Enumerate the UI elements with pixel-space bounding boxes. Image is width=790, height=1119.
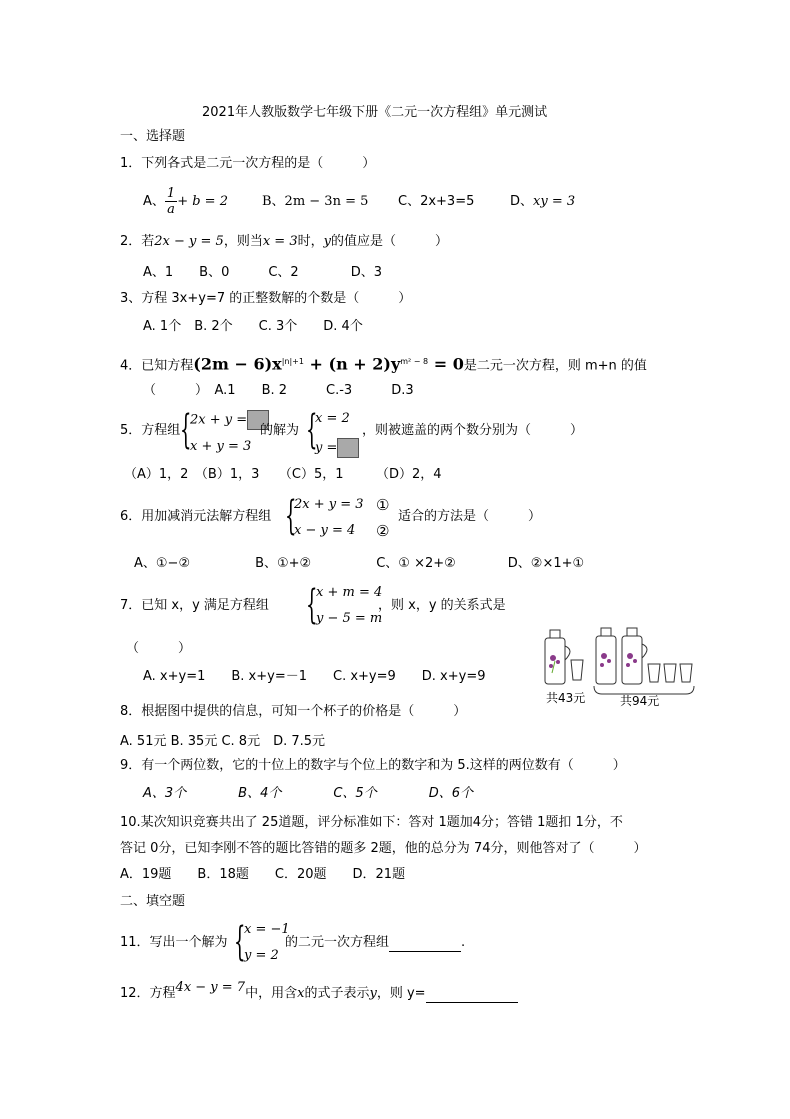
exponent-1: |n|+1 bbox=[281, 357, 304, 366]
stem-tail: 是二元一次方程，则 m+n 的值 bbox=[463, 358, 647, 374]
sol2-text: y = bbox=[315, 440, 338, 456]
question-8-stem: 8．根据图中提供的信息，可知一个杯子的价格是（ ） bbox=[120, 704, 467, 719]
question-6-options: A、①−② B、①+② C、① ×2+② D、②×1+① bbox=[134, 556, 585, 571]
question-7-paren: （ ） bbox=[126, 641, 192, 656]
question-9-options: A、3个 B、4个 C、5个 D、6个 bbox=[143, 786, 473, 801]
question-7-eq2: y − 5 = m bbox=[316, 611, 383, 626]
question-4-stem bbox=[120, 351, 647, 377]
stem-mid: ，则当 bbox=[223, 234, 263, 249]
question-5-sol2 bbox=[315, 438, 359, 458]
question-7-options: A. x+y=1 B. x+y=－1 C. x+y=9 D. x+y=9 bbox=[143, 669, 486, 684]
fraction-numerator: 1 bbox=[166, 186, 176, 201]
stem-pre: 4．已知方程 bbox=[120, 358, 194, 374]
masked-box bbox=[337, 438, 359, 458]
option-d-expr: xy = 3 bbox=[533, 194, 576, 209]
question-2-stem bbox=[120, 233, 448, 251]
variable: y bbox=[323, 234, 331, 249]
condition: x = 3 bbox=[262, 234, 298, 249]
question-6-eq2: x − y = 4 bbox=[294, 523, 356, 538]
expr-part-3: = 0 bbox=[428, 354, 464, 374]
expr: 2x − y = 5 bbox=[154, 234, 224, 249]
stem-end: . bbox=[461, 935, 466, 950]
figure-label-43: 共43元 bbox=[546, 691, 586, 705]
answer-blank[interactable] bbox=[426, 1002, 518, 1003]
option-a-label: A、 bbox=[143, 194, 165, 209]
brace: { bbox=[306, 407, 318, 453]
question-8-options: A. 51元 B. 35元 C. 8元 D. 7.5元 bbox=[120, 734, 326, 749]
figure-label-94: 共94元 bbox=[620, 694, 660, 708]
answer-blank[interactable] bbox=[389, 951, 461, 952]
bracket-line bbox=[594, 686, 694, 694]
thermos-icon bbox=[622, 628, 647, 684]
expr-part-2: + (n + 2)y bbox=[303, 354, 401, 374]
brace: { bbox=[306, 582, 318, 628]
expr-part-1: (2m − 6)x bbox=[193, 354, 282, 374]
question-11-label: 11．写出一个解为 bbox=[120, 935, 228, 950]
brace: { bbox=[180, 407, 192, 453]
section-heading-choice: 一、选择题 bbox=[120, 129, 186, 144]
question-10-line2: 答记 0分，已知李刚不答的题比答错的题多 2题，他的总分为 74分，则他答对了（ ） bbox=[120, 841, 647, 856]
question-6-label: 6．用加减消元法解方程组 bbox=[120, 509, 272, 524]
exponent-2: m² − 8 bbox=[400, 357, 429, 366]
question-2-options: A、1 B、0 C、2 D、3 bbox=[143, 265, 382, 280]
question-10-options: A．19题 B．18题 C．20题 D．21题 bbox=[120, 867, 406, 882]
question-1-option-a bbox=[143, 186, 228, 218]
stem-tail: ，则 y= bbox=[376, 986, 426, 1001]
question-4-options: （ ） A.1 B. 2 C.-3 D.3 bbox=[143, 383, 414, 398]
question-6-eq1: 2x + y = 3 bbox=[294, 497, 364, 512]
question-3-options: A. 1个 B. 2个 C. 3个 D. 4个 bbox=[143, 319, 363, 334]
brace: { bbox=[285, 493, 297, 539]
question-5-eq1 bbox=[190, 410, 269, 430]
variable-y: y bbox=[369, 986, 377, 1001]
variable-x: x bbox=[297, 986, 305, 1001]
stem-mid: 中，用含 bbox=[245, 986, 298, 1001]
question-5-options: （A）1，2 （B）1，3 （C）5，1 （D）2，4 bbox=[124, 467, 442, 482]
question-11-eq2: y = 2 bbox=[244, 948, 279, 963]
stem-pre: 2．若 bbox=[120, 234, 155, 249]
question-11-eq1: x = −1 bbox=[244, 922, 290, 937]
expr: 4x − y = 7 bbox=[175, 980, 246, 995]
brace: { bbox=[234, 919, 246, 965]
question-1-option-d bbox=[510, 193, 575, 211]
question-6-tail: 适合的方法是（ ） bbox=[398, 509, 542, 524]
question-12-stem bbox=[120, 980, 518, 1003]
question-1-stem: 1．下列各式是二元一次方程的是（ ） bbox=[120, 156, 376, 171]
question-1-option-c: C、2x+3=5 bbox=[398, 194, 475, 209]
question-7-label: 7．已知 x，y 满足方程组 bbox=[120, 598, 269, 613]
option-d-label: D、 bbox=[510, 194, 534, 209]
question-6-mark2: ② bbox=[376, 522, 390, 540]
cup-icon bbox=[664, 664, 676, 682]
stem-mid-2: 的式子表示 bbox=[304, 986, 370, 1001]
question-5-tail: ，则被遮盖的两个数分别为（ ） bbox=[362, 423, 584, 438]
question-10-line1: 10.某次知识竞赛共出了 25道题，评分标准如下：答对 1题加4分；答错 1题扣 1分，不 bbox=[120, 815, 623, 830]
question-5-eq2: x + y = 3 bbox=[190, 439, 252, 454]
page-title: 2021年人教版数学七年级下册《二元一次方程组》单元测试 bbox=[202, 105, 548, 120]
thermos-cups-figure bbox=[538, 626, 698, 708]
question-7-eq1: x + m = 4 bbox=[316, 585, 383, 600]
eq1-text: 2x + y = bbox=[190, 412, 248, 428]
option-a-tail: + b = 2 bbox=[177, 194, 228, 209]
stem-pre: 12．方程 bbox=[120, 986, 176, 1001]
thermos-icon bbox=[596, 628, 616, 684]
cup-icon bbox=[571, 660, 583, 680]
fraction bbox=[165, 186, 177, 217]
question-6-mark1: ① bbox=[376, 496, 390, 514]
question-9-stem: 9．有一个两位数，它的十位上的数字与个位上的数字和为 5.这样的两位数有（ ） bbox=[120, 758, 626, 773]
question-5-mid: 的解为 bbox=[260, 423, 300, 438]
question-3-stem: 3、方程 3x+y=7 的正整数解的个数是（ ） bbox=[120, 291, 412, 306]
question-11-tail bbox=[285, 934, 465, 952]
cup-icon bbox=[648, 664, 660, 682]
section-heading-fill: 二、填空题 bbox=[120, 894, 186, 909]
question-5-label: 5．方程组 bbox=[120, 423, 181, 438]
stem-tail: 的二元一次方程组 bbox=[285, 935, 390, 950]
question-1-option-b: B、2m − 3n = 5 bbox=[262, 194, 369, 209]
stem-tail: 时， bbox=[297, 234, 324, 249]
cup-icon bbox=[680, 664, 692, 682]
question-5-sol1: x = 2 bbox=[315, 411, 350, 426]
stem-end: 的值应是（ ） bbox=[330, 234, 448, 249]
fraction-denominator: a bbox=[167, 202, 175, 217]
thermos-icon bbox=[545, 630, 570, 684]
question-7-tail: ，则 x，y 的关系式是 bbox=[378, 598, 506, 613]
